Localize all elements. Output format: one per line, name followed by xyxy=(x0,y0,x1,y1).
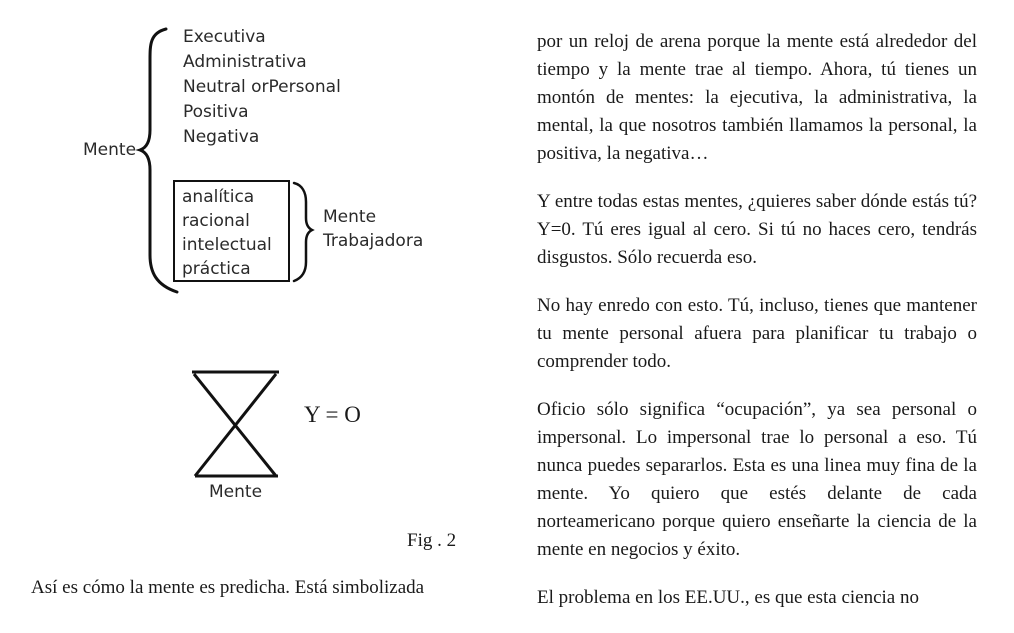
mind-type-item: Administrativa xyxy=(183,52,307,72)
body-paragraph: El problema en los EE.UU., es que esta ciencia no xyxy=(537,587,919,608)
working-label-line: Trabajadora xyxy=(323,231,424,251)
body-paragraph: No hay enredo con esto. Tú, incluso, tienes que mantener tu mente personal afuera para planificar tu trabajo o comprender todo. xyxy=(537,295,977,372)
working-type-item: racional xyxy=(182,211,250,231)
working-label-line: Mente xyxy=(323,207,377,227)
working-mind-label xyxy=(323,205,423,253)
mind-type-item: Neutral orPersonal xyxy=(183,77,341,97)
left-caption: Así es cómo la mente es predicha. Está simbolizada xyxy=(31,577,425,598)
large-brace xyxy=(140,29,177,292)
working-type-item: analítica xyxy=(182,187,255,207)
hourglass-equation: Y = O xyxy=(304,402,361,427)
working-type-item: intelectual xyxy=(182,235,272,255)
hourglass-icon xyxy=(192,372,279,476)
body-paragraph: Oficio sólo significa “ocupación”, ya sea personal o impersonal. Lo impersonal trae lo personal a eso. Tú nunca puedes separarlos. Esta es una linea muy fina de la mente. Yo quiero que estés delante de cada norteamericano porque quiero enseñarte la ciencia de la mente en negocios y éxito. xyxy=(537,399,977,560)
mind-type-item: Negativa xyxy=(183,127,260,147)
hourglass-label: Mente xyxy=(209,482,263,502)
small-brace xyxy=(294,183,312,281)
working-types-list xyxy=(182,185,272,281)
body-text-column xyxy=(537,28,977,632)
mind-root-label: Mente xyxy=(83,140,137,160)
body-paragraph: Y entre todas estas mentes, ¿quieres saber dónde estás tú? Y=0. Tú eres igual al cero. Si tú no haces cero, tendrás disgustos. Sólo recuerda eso. xyxy=(537,191,977,268)
working-type-item: práctica xyxy=(182,259,251,279)
mind-type-item: Positiva xyxy=(183,102,249,122)
body-paragraph: por un reloj de arena porque la mente está alrededor del tiempo y la mente trae al tiempo. Ahora, tú tienes un montón de mentes: la ejecutiva, la administrativa, la mental, la que nosotros también llamamos la personal, la positiva, la negativa… xyxy=(537,31,977,164)
mind-type-item: Executiva xyxy=(183,27,266,47)
mind-types-list xyxy=(183,25,341,150)
figure-label: Fig . 2 xyxy=(407,530,457,551)
